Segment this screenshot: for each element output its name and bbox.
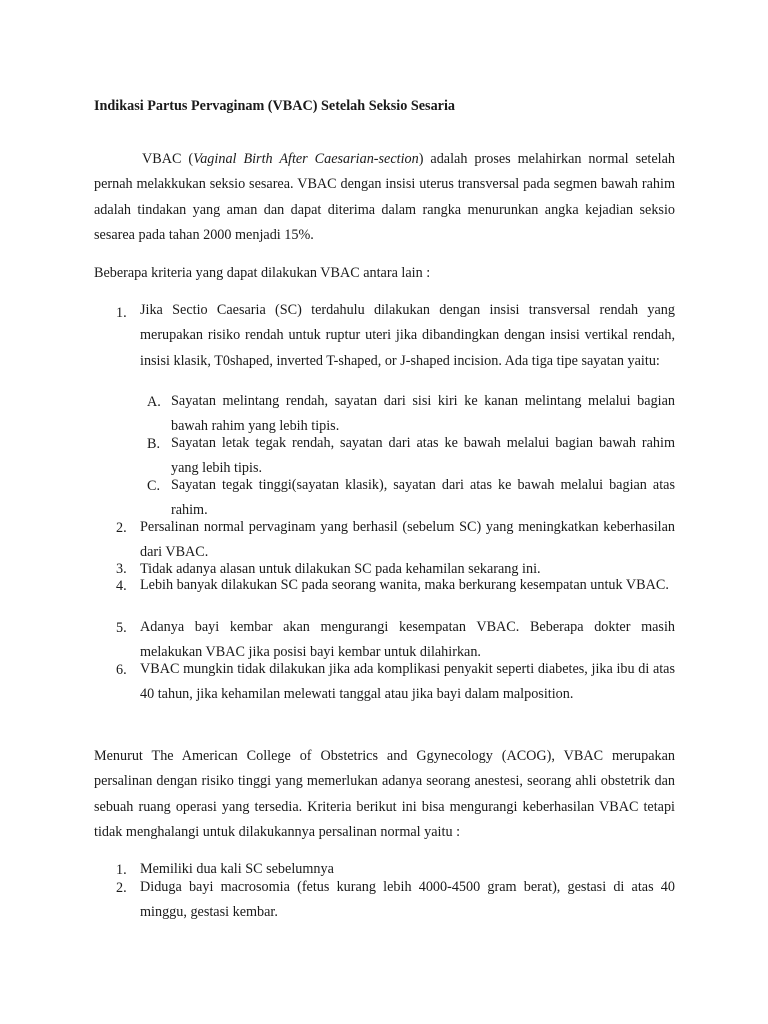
criteria-number: 6. [116,662,127,678]
criteria-number: 3. [116,561,127,577]
reducing-item: Memiliki dua kali SC sebelumnya [140,861,334,877]
criteria-number: 4. [116,578,127,594]
intro-rest: ) adalah proses melahirkan normal setelah pernah melakkukan seksio sesarea. VBAC dengan insisi uterus transversal pada segmen bawah rahim adalah tindakan yang aman dan dapat diterima dalam rangka menurunkan angka kejadian seksio sesarea pada tahan 2000 menjadi 15%. [94,151,675,243]
criteria-number: 1. [116,305,127,321]
incision-letter: C. [147,478,161,494]
criteria-item: Persalinan normal pervaginam yang berhasil (sebelum SC) yang meningkatkan keberhasilan dari VBAC. [140,519,675,561]
acog-paragraph: Menurut The American College of Obstetrics and Ggynecology (ACOG), VBAC merupakan persalinan dengan risiko tinggi yang memerlukan adanya seorang anestesi, seorang ahli obstetrik dan sebuah ruang operasi yang tersedia. Kriteria berikut ini bisa mengurangi keberhasilan VBAC tetapi tidak menghalangi untuk dilakukannya persalinan normal yaitu : [94,748,675,840]
reducing-number: 2. [116,880,127,896]
incision-item: Sayatan letak tegak rendah, sayatan dari atas ke bawah melalui bagian bawah rahim yang lebih tipis. [171,435,675,477]
incision-item: Sayatan melintang rendah, sayatan dari sisi kiri ke kanan melintang melalui bagian bawah rahim yang lebih tipis. [171,393,675,435]
reducing-number: 1. [116,862,127,878]
criteria-number: 2. [116,520,127,536]
intro-paragraph [94,147,675,248]
incision-letter: B. [147,436,161,452]
incision-item: Sayatan tegak tinggi(sayatan klasik), sayatan dari atas ke bawah melalui bagian atas rahim. [171,477,675,519]
criteria-lead: Beberapa kriteria yang dapat dilakukan VBAC antara lain : [94,265,431,281]
document-title: Indikasi Partus Pervaginam (VBAC) Setelah Seksio Sesaria [94,98,456,114]
criteria-item: Tidak adanya alasan untuk dilakukan SC pada kehamilan sekarang ini. [140,561,541,577]
incision-letter: A. [147,394,161,410]
reducing-item: Diduga bayi macrosomia (fetus kurang lebih 4000-4500 gram berat), gestasi di atas 40 minggu, gestasi kembar. [140,879,675,921]
criteria-item: Lebih banyak dilakukan SC pada seorang wanita, maka berkurang kesempatan untuk VBAC. [140,577,669,593]
criteria-number: 5. [116,620,127,636]
criteria-item: Jika Sectio Caesaria (SC) terdahulu dilakukan dengan insisi transversal rendah yang merupakan risiko rendah untuk ruptur uteri jika dibandingkan dengan insisi vertikal rendah, insisi klasik, T0shaped, inverted T-shaped, or J-shaped incision. Ada tiga tipe sayatan yaitu: [140,302,675,369]
criteria-item: VBAC mungkin tidak dilakukan jika ada komplikasi penyakit seperti diabetes, jika ibu di atas 40 tahun, jika kehamilan melewati tanggal atau jika bayi dalam malposition. [140,661,675,703]
criteria-item: Adanya bayi kembar akan mengurangi kesempatan VBAC. Beberapa dokter masih melakukan VBAC jika posisi bayi kembar untuk dilahirkan. [140,619,675,661]
intro-term-italic: Vaginal Birth After Caesarian-section [193,151,419,167]
intro-term: VBAC ( [142,151,194,167]
